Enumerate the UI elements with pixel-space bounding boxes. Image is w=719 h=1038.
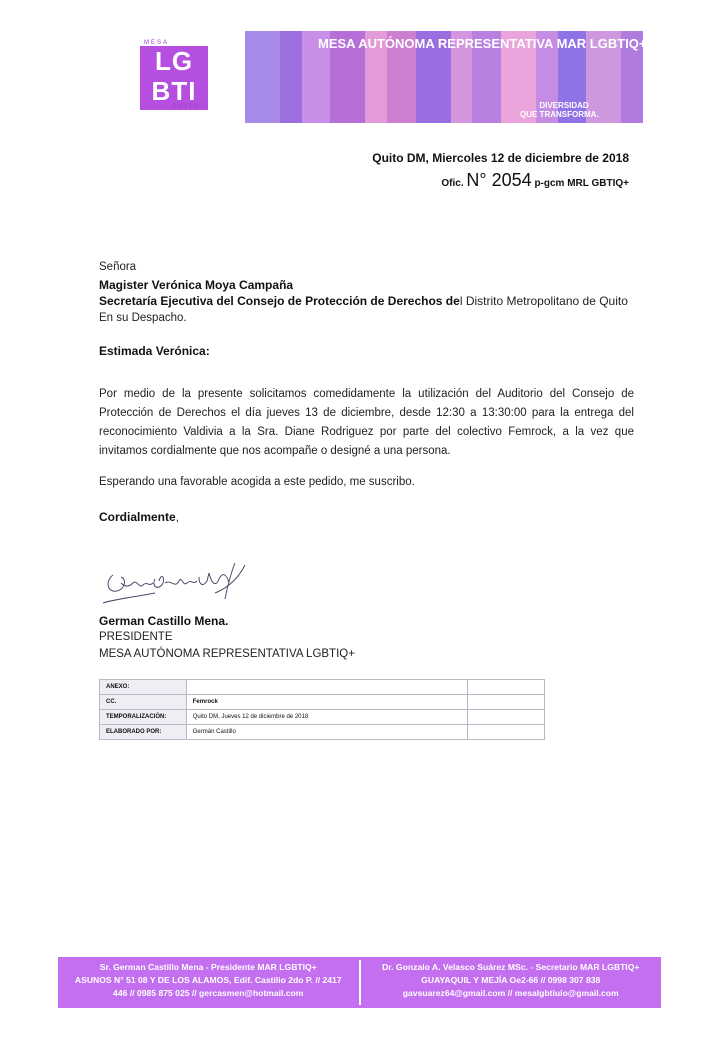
table-label: ELABORADO POR: bbox=[100, 725, 187, 740]
footer-right-line-2: GUAYAQUIL Y MEJÍA Oe2-66 // 0998 307 838 bbox=[421, 975, 601, 985]
banner-stripe bbox=[280, 31, 302, 123]
footer-contacts bbox=[58, 957, 661, 1008]
recipient-place: En su Despacho. bbox=[99, 312, 187, 324]
footer-left-line-3: 446 // 0985 875 025 // gercasmen@hotmail.com bbox=[113, 988, 304, 998]
banner-slogan-line-1: DIVERSIDAD bbox=[539, 101, 589, 110]
table-label: CC. bbox=[100, 695, 187, 710]
table-extra bbox=[468, 710, 545, 725]
banner-slogan bbox=[520, 101, 599, 119]
footer-president bbox=[58, 957, 359, 1008]
footer-secretary bbox=[361, 957, 662, 1008]
table-label: TEMPORALIZACIÓN: bbox=[100, 710, 187, 725]
office-prefix: Ofic. bbox=[441, 178, 464, 189]
table-label: ANEXO: bbox=[100, 680, 187, 695]
office-suffix: p-gcm MRL GBTIQ+ bbox=[534, 178, 629, 189]
greeting: Estimada Verónica: bbox=[99, 344, 210, 358]
table-value: Germán Castillo bbox=[186, 725, 468, 740]
footer-right-line-3: gavsuarez64@gmail.com // mesalgbtiuio@gmail.com bbox=[402, 988, 619, 998]
footer-left-line-2: ASUNOS N° 51 08 Y DE LOS ALAMOS, Edif. Castilio 2do P. // 2417 bbox=[74, 975, 342, 985]
closing-line: Esperando una favorable acogida a este pedido, me suscribo. bbox=[99, 476, 415, 488]
signer-name: German Castillo Mena. bbox=[99, 614, 229, 628]
table-value bbox=[186, 680, 468, 695]
handwritten-signature bbox=[95, 553, 255, 613]
cordially-punct: , bbox=[175, 510, 180, 524]
logo-letters-line-1: LG bbox=[154, 46, 194, 76]
recipient-title-bold: Secretaría Ejecutiva del Consejo de Protección de Derechos de bbox=[99, 294, 460, 308]
banner-title: MESA AUTÓNOMA REPRESENTATIVA MAR LGBTIQ+ bbox=[318, 36, 647, 51]
logo-letters-line-2: BTI bbox=[151, 76, 197, 106]
table-extra bbox=[468, 725, 545, 740]
logo bbox=[140, 46, 208, 110]
signer-organization: MESA AUTÓNOMA REPRESENTATIVA LGBTIQ+ bbox=[99, 648, 355, 660]
logo-top-text: MESA bbox=[144, 40, 170, 46]
letter-date: Quito DM, Miercoles 12 de diciembre de 2018 bbox=[372, 151, 629, 165]
office-number-value: N° 2054 bbox=[466, 170, 532, 190]
table-row bbox=[100, 710, 545, 725]
office-number bbox=[441, 170, 629, 191]
recipient-title-rest: l Distrito Metropolitano de Quito bbox=[459, 294, 628, 308]
cordially bbox=[99, 510, 179, 524]
document-info-table bbox=[99, 679, 545, 740]
recipient-title bbox=[99, 294, 628, 308]
recipient-name: Magister Verónica Moya Campaña bbox=[99, 278, 294, 292]
cordially-text: Cordialmente bbox=[99, 510, 176, 524]
banner-stripe bbox=[245, 31, 280, 123]
table-row bbox=[100, 680, 545, 695]
table-value: Femrock bbox=[186, 695, 468, 710]
table-row bbox=[100, 725, 545, 740]
logo-bottom-text: QUITO bbox=[172, 104, 201, 110]
salutation: Señora bbox=[99, 261, 137, 273]
table-extra bbox=[468, 695, 545, 710]
table-value: Quito DM, Jueves 12 de diciembre de 2018 bbox=[186, 710, 468, 725]
footer-left-line-1: Sr. German Castillo Mena - Presidente MAR LGBTIQ+ bbox=[99, 962, 317, 972]
table-extra bbox=[468, 680, 545, 695]
banner-slogan-line-2: QUE TRANSFORMA. bbox=[520, 110, 599, 119]
footer-right-line-1: Dr. Gonzalo A. Velasco Suárez MSc. - Secretario MAR LGBTIQ+ bbox=[382, 962, 640, 972]
signer-role: PRESIDENTE bbox=[99, 631, 173, 643]
table-row bbox=[100, 695, 545, 710]
letter-body: Por medio de la presente solicitamos comedidamente la utilización del Auditorio del Consejo de Protección de Derechos el día jueves 13 de diciembre, desde 12:30 a 13:30:00 para la entrega del reconocimiento Valdivia a la Sra. Diane Rodriguez por parte del colectivo Femrock, a la vez que invitamos cordialmente que nos acompañe o designé a una persona. bbox=[99, 388, 634, 457]
